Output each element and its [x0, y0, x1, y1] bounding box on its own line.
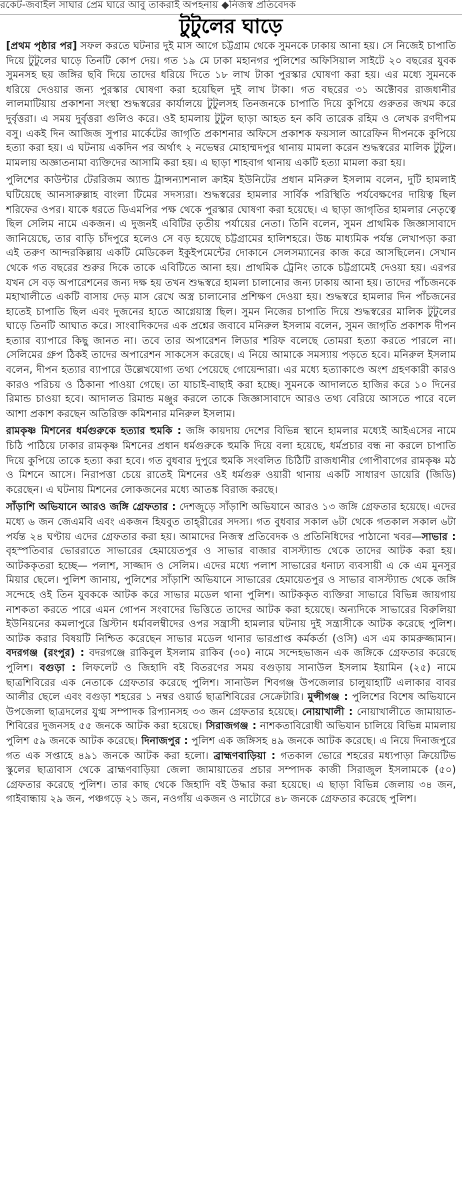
- paragraph-4: [6, 501, 456, 807]
- paragraph-text: পুলিশের বিশেষ অভিযানে উপজেলা ছাত্রদলের যুগ্ম সম্পাদক রিপ্যানসহ ৩৩ জন গ্রেফতার হয়েছে।: [6, 692, 456, 718]
- location-savar: সাভার :: [421, 531, 456, 543]
- paragraph-text: লিফলেট ও জিহাদি বই বিতরণের সময় বগুড়ায় সানাউল ইসলাম ইয়ামিন (২৫) নামে ছাত্রশিবিরের এক নেতাকে গ্রেফতার করেছে পুলিশ। সানাউল শিবগঞ্জ উপজেলার চালুয়াহাটি এলাকার বাবর আলীর ছেলে এবং বগুড়া শহরের ১ নম্বর ওয়ার্ড ছাত্রশিবিরের সেক্রেটারি।: [6, 662, 456, 704]
- paragraph-text: জঙ্গি কায়দায় দেশের বিভিন্ন স্থানে হামলার মধ্যেই আইএসের নামে চিঠি পাঠিয়ে ঢাকার রামকৃষ্ণ মিশনের প্রধান ধর্মগুরুকে হুমকি দিয়ে বলা হয়েছে, ধর্মপ্রচার বন্ধ না করলে চাপাতি দিয়ে কুপিয়ে তাকে হত্যা করা হবে। গত বুধবার দুপুরে হুমকি সংবলিত চিঠিটি রাজধানীর গোপীবাগের রামকৃষ্ণ মঠ ও মিশনে আসে। নিরাপত্তা চেয়ে রাতেই মিশনের ওই ধর্মগুরু ওয়ারী থানায় একটি সাধারণ ডায়েরি (জিডি) করেছেন। এ ঘটনায় মিশনের লোকজনের মধ্যে আতঙ্ক বিরাজ করছে।: [6, 426, 456, 496]
- location-sirajganj: সিরাজগঞ্জ :: [205, 721, 257, 733]
- subheading-arrests: সাঁড়াশি অভিযানে আরও জঙ্গি গ্রেফতার :: [6, 502, 176, 514]
- location-bogura: বগুড়া :: [39, 662, 76, 674]
- paragraph-text: বৃহস্পতিবার ভোররাতে সাভারের হেমায়েতপুর ও সাভার বাজার বাসস্ট্যান্ড থেকে তাদের আটক করা হয়। আটককৃতরা হচ্ছে— পলাশ, সাজ্জাদ ও সেলিম। এদের মধ্যে পলাশ সাভারের ধনাঢ্য ব্যবসায়ী এ কে এম মুনসুর মিয়ার ছেলে। পুলিশ জানায়, পুলিশের সাঁড়াশি অভিযানে সাভারের হেমায়েতপুর ও সাভার বাসস্ট্যান্ড থেকে জঙ্গি সন্দেহে ওই তিন যুবককে আটক করে সাভার মডেল থানা পুলিশ। আটককৃত ব্যক্তিরা সাভারে বিভিন্ন জায়গায় নাশকতা করতে পারে এমন গোপন সংবাদের ভিত্তিতে তাদের আটক করা হয়েছে। অন্যদিকে সাভারের বিরুলিয়া ইউনিয়নের কমলাপুরে খ্রিস্টান ধর্মাবলম্বীদের ওপর সন্ত্রাসী হামলার ঘটনায় দুই সন্ত্রাসীকে আটক করেছে পুলিশ। আটক করার বিষয়টি নিশ্চিত করেছেন সাভার মডেল থানার ভারপ্রাপ্ত কর্মকর্তা (ওসি) এস এম কামরুজ্জামান।: [6, 546, 456, 645]
- subheading-ramakrishna: রামকৃষ্ণ মিশনের ধর্মগুরুকে হত্যার হুমকি :: [6, 426, 182, 438]
- paragraph-1: [6, 40, 456, 171]
- location-noakhali: নোয়াখালী :: [301, 706, 353, 718]
- paragraph-2: পুলিশের কাউন্টার টেররিজম অ্যান্ড ট্রান্সন্যাশনাল ক্রাইম ইউনিটের প্রধান মনিরুল ইসলাম বলেন, দুটি হামলাই ঘটিয়েছে আনসারুল্লাহ বাংলা টিমের সদস্যরা। শুদ্ধস্বরের হামলার সার্বিক পরিস্থিতি পর্যবেক্ষণের দায়িত্ব ছিল শরিফের ওপর। যাকে ধরতে ডিএমপির পক্ষ থেকে পুরস্কার ঘোষণা করা হয়েছে। এ ছাড়া জাগৃতির হামলার নেতৃত্বে ছিল সেলিম নামে একজন। এ দুজনই এবিটির তৃতীয় পর্যায়ের নেতা। তিনি বলেন, সুমন প্রাথমিক জিজ্ঞাসাবাদে জানিয়েছে, তার বাড়ি চাঁদপুরে হলেও সে বড় হয়েছে চট্টগ্রামের হালিশহরে। উচ্চ মাধ্যমিক পর্যন্ত লেখাপড়া করা এই তরুণ আন্দরকিল্লায় একটি মেডিকেল ইকুইপমেন্টের দোকানে সেলসম্যানের কাজ করে আসছিলেন। সেখান থেকে গত বছরের শুরুর দিকে তাকে এবিটিতে আনা হয়। প্রাথমিক ট্রেনিং তাকে চট্টগ্রামেই দেওয়া হয়। এরপর যখন সে বড় অপারেশনের জন্য দক্ষ হয় তখন শুদ্ধস্বরে হামলা চালানোর জন্য ঢাকায় আনা হয়। তাদের পাঁচজনকে মহাখালীতে একটি বাসায় দেড় মাস রেখে অস্ত্র চালানোর প্রশিক্ষণ দেওয়া হয়। শুদ্ধস্বরে হামলার দিন পাঁচজনের হাতেই চাপাতি ছিল এবং দুজনের হাতে আগ্নেয়াস্ত্র ছিল। সুমন নিজের চাপাতি দিয়ে শুদ্ধস্বরের মালিক টুটুলের ঘাড়ে তিনটি আঘাত করে। সাংবাদিকদের এক প্রশ্নের জবাবে মনিরুল ইসলাম বলেন, সুমন জাগৃতি প্রকাশক দীপন হত্যার ব্যাপারে কিছু জানত না। তবে তার অপারেশন লিডার শরিফ বলেছে তোমরা হত্যা করতে পারলে না। সেলিমের গ্রুপ ঠিকই তাদের অপারেশন সাকসেস করেছে। এ নিয়ে আমাকে সমস্যায় পড়তে হবে। মনিরুল ইসলাম বলেন, দীপন হত্যার ব্যাপারে উল্লেখযোগ্য তথ্য পেয়েছে গোয়েন্দারা। এর মধ্যে হত্যাকাণ্ডে অংশ গ্রহণকারী কারও কারও পরিচয় ও ঠিকানা পাওয়া গেছে। তা যাচাই-বাছাই করা হচ্ছে। সুমনকে আদালতে হাজির করে ১০ দিনের রিমান্ড চাওয়া হবে। আদালত রিমান্ড মঞ্জুর করলে তাকে জিজ্ঞাসাবাদে আরও তথ্য বেরিয়ে আসতে পারে বলে আশা প্রকাশ করছেন অতিরিক্ত কমিশনার মনিরুল ইসলাম।: [6, 175, 456, 420]
- location-brahmanbaria: ব্রাহ্মণবাড়িয়া :: [213, 750, 276, 762]
- paragraph-text: পুলিশ এক জঙ্গিসহ ৪৯ জনকে আটক করেছে। এ নিয়ে দিনাজপুরে গত এক সপ্তাহে ৪৯১ জনকে আটক করা হলো।: [6, 735, 456, 762]
- location-badarganj: বদরগঞ্জ (রংপুর) :: [6, 648, 85, 660]
- paragraph-text: বদরগঞ্জে রাকিবুল ইসলাম রাকিব (৩০) নামে সন্দেহভাজন এক জঙ্গিকে গ্রেফতার করেছে পুলিশ।: [6, 648, 456, 674]
- paragraph-text: গতকাল ভোরে শহরের মধ্যপাড়া ক্রিয়েটিভ স্কুলের ছাত্রাবাস থেকে ব্রাহ্মণবাড়িয়া জেলা জামায়াতের প্রচার সম্পাদক কাজী সিরাজুল ইসলামকে (৫০) গ্রেফতার করেছে পুলিশ। তার কাছ থেকে জিহাদি বই উদ্ধার করা হয়েছে। এ ছাড়া বিভিন্ন জেলায় ৩৪ জন, গাইবান্ধায় ২৯ জন, পঞ্চগড়ে ২১ জন, নওগাঁয় একজন ও নাটোরে ৪৮ জনকে গ্রেফতার করেছে পুলিশ।: [6, 750, 456, 806]
- paragraph-text: নোয়াখালীতে জামায়াত-শিবিরের দুজনসহ ৫৫ জনকে আটক করা হয়েছে।: [6, 706, 456, 733]
- paragraph-text: নাশকতাবিরোধী অভিযান চালিয়ে বিভিন্ন মামলায় পুলিশ ৫৯ জনকে আটক করেছে।: [6, 721, 456, 747]
- location-munshiganj: মুন্সীগঞ্জ :: [307, 692, 349, 704]
- continuation-label: [প্রথম পৃষ্ঠার পর]: [6, 41, 78, 52]
- paragraph-text: সফল করতে ঘটনার দুই মাস আগে চট্টগ্রাম থেকে সুমনকে ঢাকায় আনা হয়। সে নিজেই চাপাতি দিয়ে টুটুলের ঘাড়ে তিনটি কোপ দেয়। গত ১৯ মে ঢাকা মহানগর পুলিশের অফিসিয়াল সাইটে ২০ বছরের যুবক সুমনসহ ছয় জঙ্গির ছবি দিয়ে তাদের ধরিয়ে দিতে ১৮ লাখ টাকা পুরস্কার ঘোষণা করা হয়। এর মধ্যে সুমনকে ধরিয়ে দেওয়ার জন্য পুরস্কার ঘোষণা করা হয়েছিল দুই লাখ টাকা। গত বছরের ৩১ অক্টোবর রাজধানীর লালমাটিয়ায় প্রকাশনা সংস্থা শুদ্ধস্বরের কার্যালয়ে টুটুলসহ তিনজনকে চাপাতি দিয়ে কুপিয়ে গুরুতর জখম করে দুর্বৃত্তরা। এ সময় দুর্বৃত্তরা গুলিও করে। ওই হামলায় টুটুল ছাড়া আহত হন কবি তারেক রহিম ও লেখক রণদীপম বসু। একই দিন আজিজ সুপার মার্কেটের জাগৃতি প্রকাশনার অফিসে প্রকাশক ফয়সাল আরেফিন দীপনকে কুপিয়ে হত্যা করা হয়। এ ঘটনায় একদিন পর অর্থাৎ ২ নভেম্বর মোহাম্মদপুর থানায় মামলা করেন শুদ্ধস্বরের মালিক টুটুল। মামলায় অজ্ঞাতনামা ব্যক্তিদের আসামি করা হয়। এ ছাড়া শাহবাগ থানায় একটি হত্যা মামলা করা হয়।: [6, 41, 456, 169]
- location-dinajpur: দিনাজপুর :: [141, 735, 189, 747]
- page-title: টুটুলের ঘাড়ে: [179, 14, 283, 38]
- paragraph-text: দেশজুড়ে সাঁড়াশি অভিযানে আরও ১৩ জঙ্গি গ্রেফতার হয়েছে। এদের মধ্যে ৬ জন জেএমবি এবং একজন হিযবুত তাহ্‌রীরের সদস্য। গত বুধবার সকাল ৬টা থেকে গতকাল সকাল ৬টা পর্যন্ত ২৪ ঘণ্টায় এদের গ্রেফতার করা হয়। আমাদের নিজস্ব প্রতিবেদক ও প্রতিনিধিদের পাঠানো খবর—: [6, 502, 456, 543]
- article-body: [6, 40, 456, 1190]
- top-strip: রকেট-জবাইল সাঘার প্রেম ঘারে আবু তাকরাই অপহনায় ◆নিজস্ব প্রতিবেদক: [0, 0, 462, 15]
- paragraph-3: [6, 425, 456, 498]
